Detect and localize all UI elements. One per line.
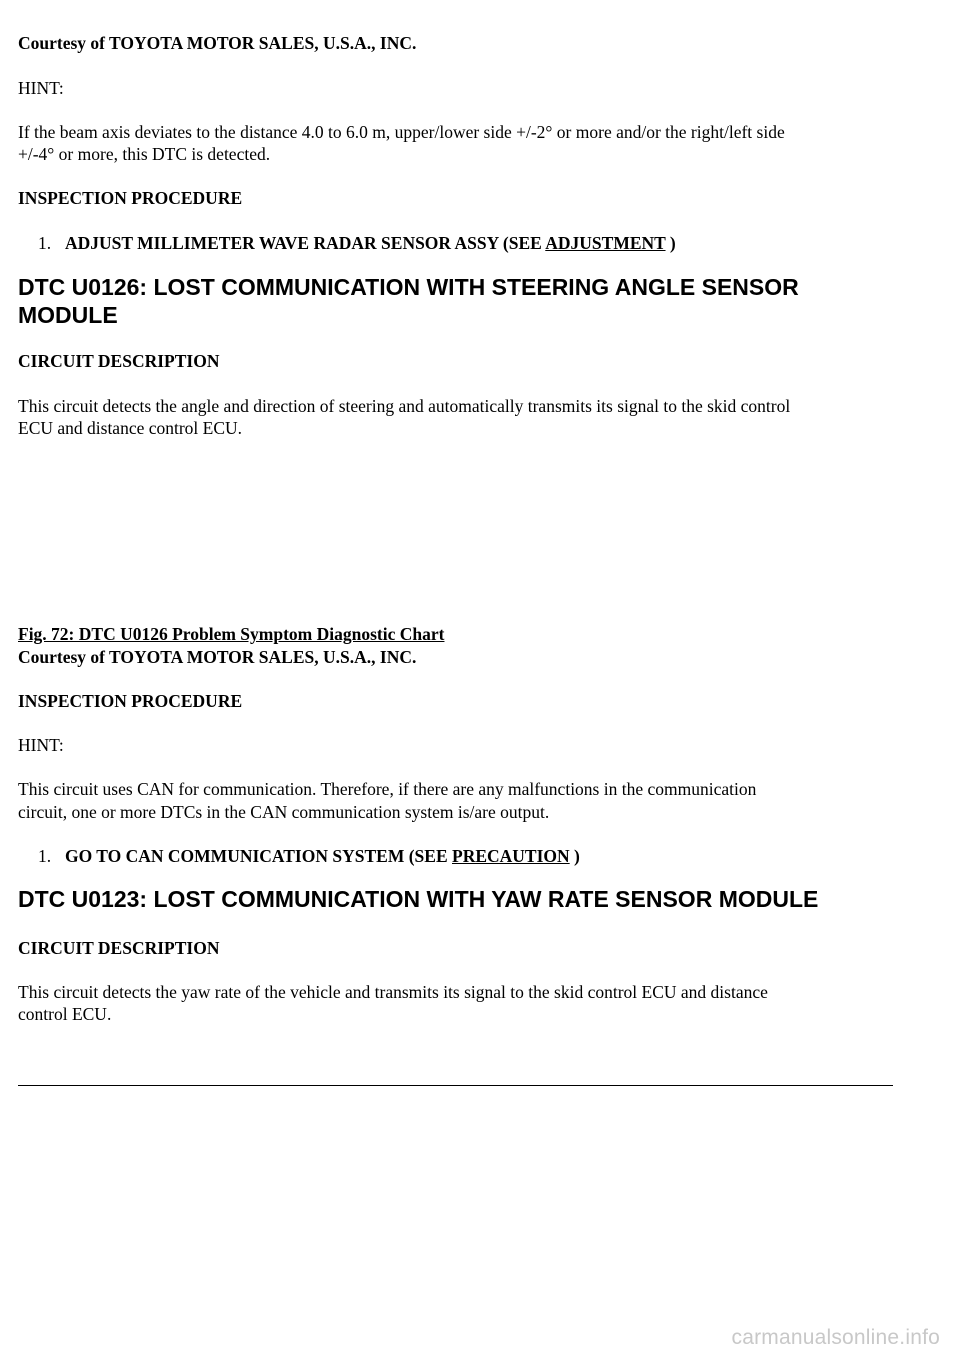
- circuit-description-heading: CIRCUIT DESCRIPTION: [18, 351, 220, 371]
- watermark: carmanualsonline.info: [731, 1326, 940, 1349]
- dtc-u0126-heading-line1: DTC U0126: LOST COMMUNICATION WITH STEERING ANGLE SENSOR: [18, 274, 799, 300]
- inspection-procedure-heading: INSPECTION PROCEDURE: [18, 691, 243, 711]
- step-close-paren: ): [574, 846, 580, 866]
- yaw-desc-line2: control ECU.: [18, 1004, 112, 1024]
- circuit-description-heading: CIRCUIT DESCRIPTION: [18, 938, 220, 958]
- figure-caption: [18, 622, 898, 646]
- circuit-desc-line2: ECU and distance control ECU.: [18, 418, 243, 438]
- step-text: [65, 231, 676, 255]
- page-divider: [18, 1085, 893, 1086]
- step-label: ADJUST MILLIMETER WAVE RADAR SENSOR ASSY (SEE: [65, 233, 542, 253]
- step-text: [65, 844, 580, 868]
- precaution-link[interactable]: PRECAUTION: [452, 846, 570, 866]
- courtesy-line: Courtesy of TOYOTA MOTOR SALES, U.S.A., INC.: [18, 647, 417, 667]
- beam-axis-text-line1: If the beam axis deviates to the distance 4.0 to 6.0 m, upper/lower side +/-2° or more and/or the right/left side: [18, 122, 785, 142]
- adjustment-link[interactable]: ADJUSTMENT: [545, 233, 666, 253]
- circuit-desc-line1: This circuit detects the angle and direction of steering and automatically transmits its signal to the skid control: [18, 396, 791, 416]
- step-number: 1.: [38, 233, 52, 253]
- dtc-u0126-heading-line2: MODULE: [18, 302, 118, 328]
- yaw-desc-line1: This circuit detects the yaw rate of the vehicle and transmits its signal to the skid control ECU and distance: [18, 982, 768, 1002]
- courtesy-line: Courtesy of TOYOTA MOTOR SALES, U.S.A., INC.: [18, 33, 417, 53]
- step-label: GO TO CAN COMMUNICATION SYSTEM (SEE: [65, 846, 448, 866]
- can-text-line1: This circuit uses CAN for communication. Therefore, if there are any malfunctions in the communication: [18, 779, 757, 799]
- can-text-line2: circuit, one or more DTCs in the CAN communication system is/are output.: [18, 802, 550, 822]
- beam-axis-text-line2: +/-4° or more, this DTC is detected.: [18, 144, 271, 164]
- dtc-u0123-heading: DTC U0123: LOST COMMUNICATION WITH YAW RATE SENSOR MODULE: [18, 886, 819, 912]
- step-close-paren: ): [669, 233, 676, 253]
- step-number: 1.: [38, 846, 52, 866]
- figure-caption-link[interactable]: Fig. 72: DTC U0126 Problem Symptom Diagnostic Chart: [18, 624, 445, 644]
- hint-label: HINT:: [18, 735, 64, 755]
- hint-label: HINT:: [18, 78, 64, 98]
- inspection-procedure-heading: INSPECTION PROCEDURE: [18, 188, 243, 208]
